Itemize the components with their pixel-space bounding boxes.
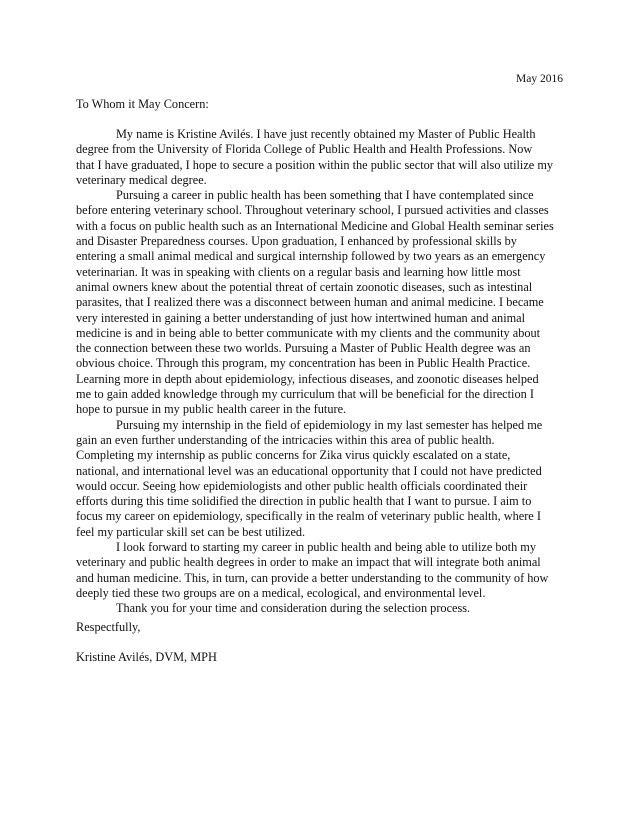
body-line: before entering veterinary school. Throughout veterinary school, I pursued activities and classes	[76, 203, 549, 218]
body-line: the connection between these two worlds. Pursuing a Master of Public Health degree was an	[76, 341, 531, 356]
body-line: veterinary medical degree.	[76, 172, 207, 187]
body-line: and Disaster Preparedness courses. Upon graduation, I enhanced by professional skills by	[76, 234, 517, 249]
body-line: My name is Kristine Avilés. I have just recently obtained my Master of Public Health	[116, 127, 536, 141]
body-line: I look forward to starting my career in public health and being able to utilize both my	[116, 540, 537, 555]
body-line: efforts during this time solidified the direction in public health that I want to pursue. I aim to	[76, 494, 532, 509]
body-line: obvious choice. Through this program, my concentration has been in Public Health Practice.	[76, 356, 531, 371]
body-line: entering a small animal medical and surgical internship followed by two years as an emergency	[76, 249, 546, 264]
body-line: Thank you for your time and consideration during the selection process.	[116, 601, 471, 616]
body-line: and human medicine. This, in turn, can provide a better understanding to the community of how	[76, 570, 549, 585]
body-line: with a focus on public health such as an International Medicine and Global Health seminar series	[76, 218, 554, 233]
body-line: that I have graduated, I hope to secure a position within the public sector that will also utilize my	[76, 157, 554, 172]
body-line: Pursuing my internship in the field of epidemiology in my last semester has helped me	[116, 417, 543, 432]
body-line: national, and international level was an educational opportunity that I could not have predicted	[76, 463, 542, 478]
body-line: deeply tied these two groups are on a medical, ecological, and environmental level.	[76, 585, 486, 600]
body-line: me to gain added knowledge through my curriculum that will be beneficial for the direction I	[76, 387, 534, 402]
body-line: focus my career on epidemiology, specifically in the realm of veterinary public health, where I	[76, 509, 541, 524]
body-line: Pursuing a career in public health has been something that I have contemplated since	[116, 188, 534, 203]
body-line: parasites, that I realized there was a disconnect between human and animal medicine. I became	[76, 295, 544, 310]
body-line: animal owners knew about the potential threat of certain zoonotic diseases, such as intestinal	[76, 279, 533, 294]
body-line: very interested in gaining a better understanding of just how intertwined human and animal	[76, 310, 526, 325]
body-line: veterinary and public health degrees in order to make an impact that will integrate both animal	[76, 555, 541, 570]
body-line: would occur. Seeing how epidemiologists and other public health officials coordinated their	[76, 478, 528, 493]
body-line: gain an even further understanding of the intricacies within this area of public health.	[76, 432, 495, 447]
body-line: medicine is and in being able to better communicate with my clients and the community about	[76, 325, 541, 340]
body-line: degree from the University of Florida College of Public Health and Health Professions. Now	[76, 142, 533, 157]
signature: Kristine Avilés, DVM, MPH	[76, 650, 217, 664]
body-line: veterinarian. It was in speaking with clients on a regular basis and learning how little most	[76, 264, 521, 279]
body-line: Learning more in depth about epidemiology, infectious diseases, and zoonotic diseases helped	[76, 371, 539, 386]
letter-date: May 2016	[516, 73, 563, 85]
closing: Respectfully,	[76, 620, 141, 634]
letter-body	[76, 127, 554, 617]
body-line: feel my particular skill set can be best utilized.	[76, 524, 306, 539]
body-line: hope to pursue in my public health career in the future.	[76, 402, 347, 417]
salutation: To Whom it May Concern:	[76, 97, 209, 111]
body-line: Completing my internship as public concerns for Zika virus quickly escalated on a state,	[76, 448, 511, 463]
